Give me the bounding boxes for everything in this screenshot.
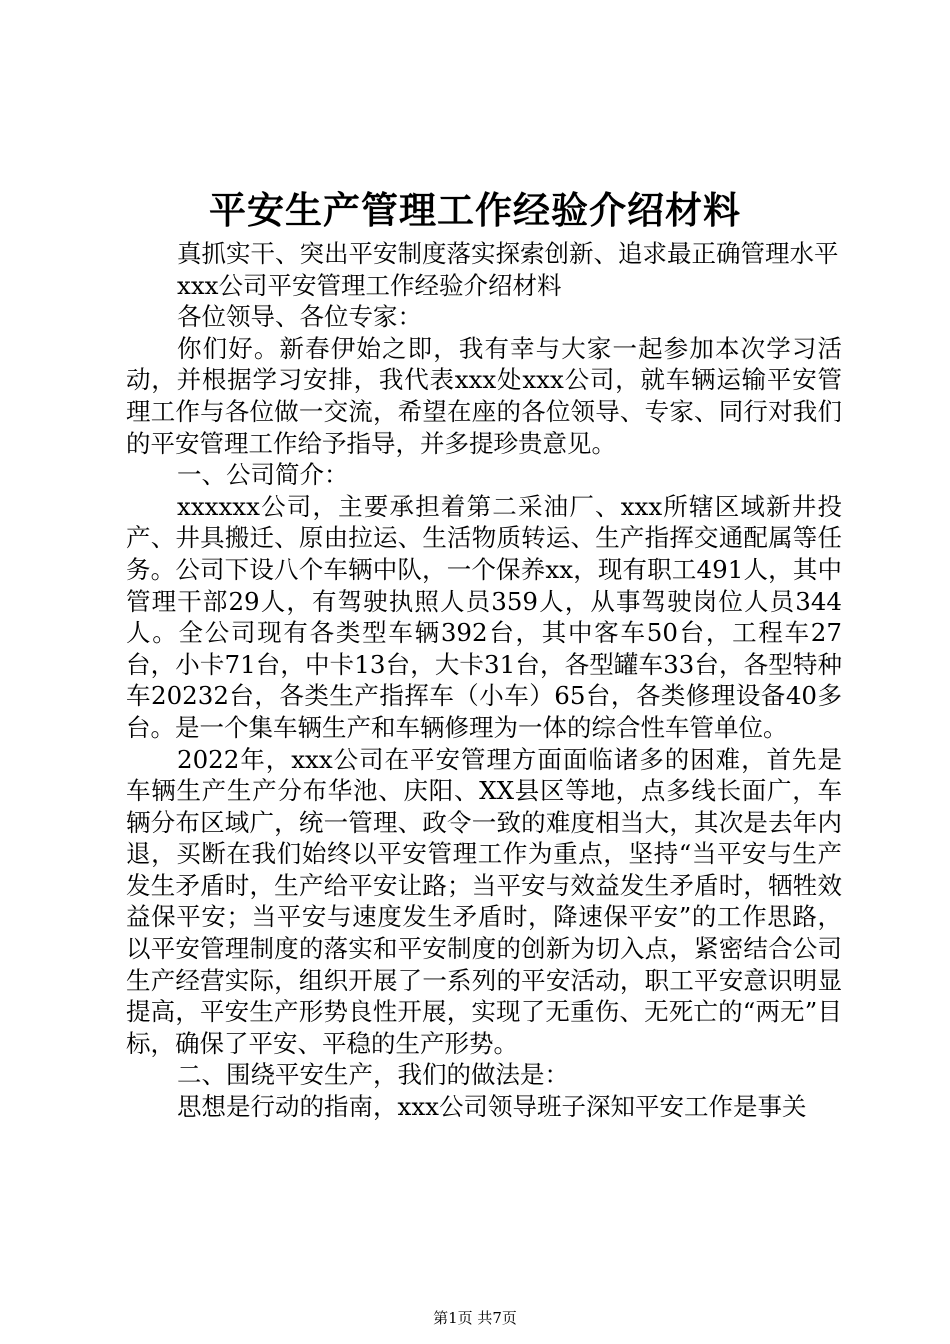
material-heading: xxx公司平安管理工作经验介绍材料 [177,270,562,300]
section-heading-company-profile: 一、公司简介： [177,460,349,490]
company-profile-paragraph: xxxxxx公司，主要承担着第二采油厂、xxx所辖区域新井投产、井具搬迁、原由拉运、生活物质转运、生产指挥交通配属等任务。公司下设八个车辆中队，一个保养xx，现有职工491人，其中管理干部29人，有驾驶执照人员359人，从事驾驶岗位人员344人。全公司现有各类型车辆392台，其中客车50台，工程车27台，小卡71台，中卡13台，大卡31台，各型罐车33台，各型特种车20232台，各类生产指挥车（小车）65台，各类修理设备40多台。是一个集车辆生产和车辆修理为一体的综合性车管单位。 [126,491,842,742]
situation-paragraph: 2022年，xxx公司在平安管理方面面临诸多的困难，首先是车辆生产生产分布华池、庆阳、XX县区等地，点多线长面广，车辆分布区域广，统一管理、政令一致的难度相当大，其次是去年内退，买断在我们始终以平安管理工作为重点，坚持“当平安与生产发生矛盾时，生产给平安让路；当平安与效益发生矛盾时，牺牲效益保平安；当平安与速度发生矛盾时，降速保平安”的工作思路，以平安管理制度的落实和平安制度的创新为切入点，紧密结合公司生产经营实际，组织开展了一系列的平安活动，职工平安意识明显提高，平安生产形势良性开展，实现了无重伤、无死亡的“两无”目标，确保了平安、平稳的生产形势。 [126,744,842,1058]
document-body [126,238,842,1123]
salutation: 各位领导、各位专家： [177,302,422,332]
section-heading-practices: 二、围绕平安生产，我们的做法是： [177,1060,569,1090]
page-footer: 第1页 共7页 [433,1309,517,1327]
intro-paragraph: 你们好。新春伊始之即，我有幸与大家一起参加本次学习活动，并根据学习安排，我代表xxx处xxx公司，就车辆运输平安管理工作与各位做一交流，希望在座的各位领导、专家、同行对我们的平安管理工作给予指导，并多提珍贵意见。 [126,333,842,458]
subtitle-paragraph: 真抓实干、突出平安制度落实探索创新、追求最正确管理水平 [177,239,839,268]
document-title: 平安生产管理工作经验介绍材料 [209,188,741,232]
practices-paragraph: 思想是行动的指南，xxx公司领导班子深知平安工作是事关 [177,1092,807,1122]
